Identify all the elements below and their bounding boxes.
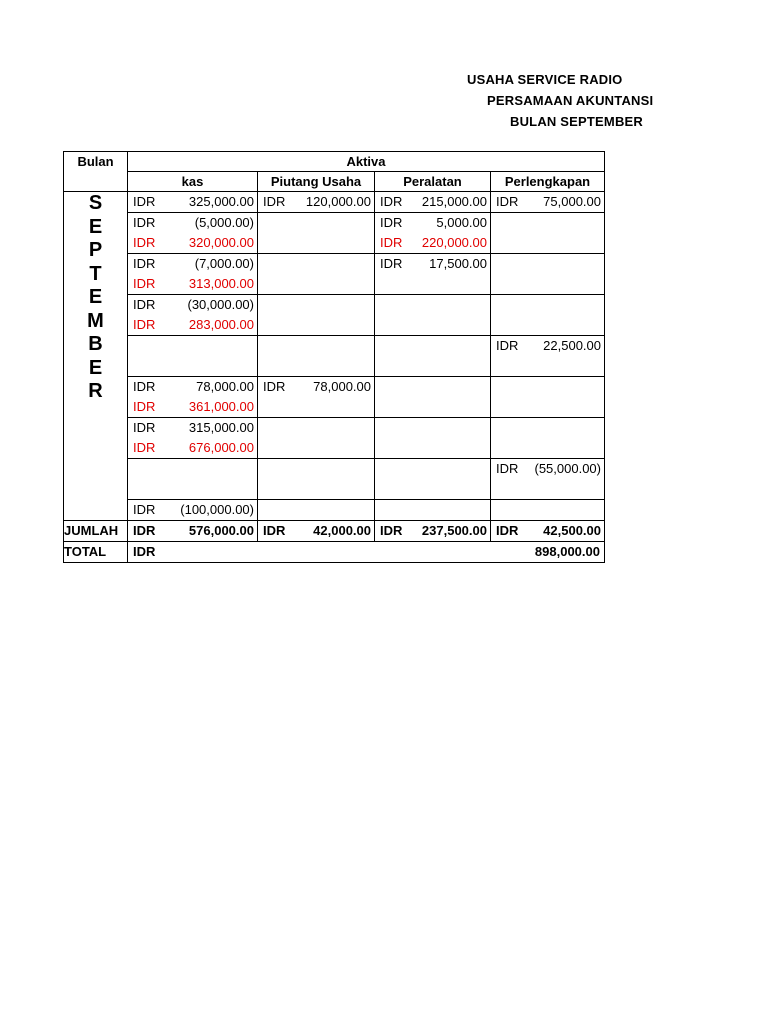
peralatan-cell [375, 377, 491, 418]
amount-line [375, 254, 490, 274]
currency-label: IDR [496, 338, 519, 353]
currency-label: IDR [133, 215, 156, 230]
amount-value: 42,000.00 [313, 523, 371, 538]
piutang-cell [258, 500, 375, 521]
bulan-header: Bulan [64, 152, 128, 192]
amount-value: 315,000.00 [188, 420, 254, 435]
piutang-cell [258, 192, 375, 213]
piutang-cell [258, 213, 375, 254]
amount-line [491, 521, 604, 541]
amount-line [128, 295, 257, 315]
amount-line [128, 438, 257, 458]
piutang-cell [258, 377, 375, 418]
amount-value: (100,000.00) [180, 502, 254, 517]
perlengkapan-cell [491, 192, 605, 213]
currency-label: IDR [133, 379, 156, 394]
amount-value: 576,000.00 [188, 523, 254, 538]
amount-value: 361,000.00 [188, 399, 254, 414]
amount-value: (30,000.00) [187, 297, 254, 312]
table-row [64, 418, 605, 459]
amount-line [128, 254, 257, 274]
amount-line [491, 459, 604, 479]
amount-line [375, 521, 490, 541]
amount-line [128, 213, 257, 233]
peralatan-cell [375, 213, 491, 254]
amount-value: 676,000.00 [188, 440, 254, 455]
currency-label: IDR [133, 399, 156, 414]
peralatan-cell [375, 336, 491, 377]
month-label [64, 192, 128, 521]
company-title: USAHA SERVICE RADIO [467, 72, 623, 87]
kas-cell [128, 459, 258, 500]
amount-value: (55,000.00) [534, 461, 601, 476]
peralatan-cell [375, 418, 491, 459]
amount-value: 75,000.00 [543, 194, 601, 209]
total-label: TOTAL [64, 542, 128, 563]
amount-line [128, 274, 257, 294]
amount-line [128, 233, 257, 253]
peralatan-total-cell [375, 521, 491, 542]
header-row-group [64, 152, 605, 172]
currency-label: IDR [496, 523, 519, 538]
perlengkapan-cell [491, 377, 605, 418]
table-row [64, 500, 605, 521]
currency-label: IDR [133, 420, 156, 435]
grand-total-value: 898,000.00 [534, 544, 600, 559]
amount-line [128, 377, 257, 397]
kas-cell [128, 254, 258, 295]
peralatan-cell [375, 459, 491, 500]
currency-label: IDR [380, 215, 403, 230]
amount-line [258, 377, 374, 397]
table-row [64, 254, 605, 295]
column-header: Perlengkapan [491, 172, 605, 192]
currency-label: IDR [263, 194, 286, 209]
currency-label: IDR [496, 194, 519, 209]
aktiva-header: Aktiva [128, 152, 605, 172]
accounting-equation-table [63, 151, 605, 563]
currency-label: IDR [133, 256, 156, 271]
amount-value: 237,500.00 [421, 523, 487, 538]
currency-label: IDR [133, 297, 156, 312]
kas-total-cell [128, 521, 258, 542]
month-letter: E [88, 215, 103, 238]
table-row [64, 295, 605, 336]
kas-cell [128, 377, 258, 418]
period-title: BULAN SEPTEMBER [510, 114, 644, 129]
piutang-total-cell [258, 521, 375, 542]
amount-value: (5,000.00) [194, 215, 254, 230]
perlengkapan-cell [491, 500, 605, 521]
kas-cell [128, 336, 258, 377]
total-row [64, 542, 605, 563]
perlengkapan-cell [491, 336, 605, 377]
currency-label: IDR [133, 235, 156, 250]
currency-label: IDR [133, 523, 156, 538]
perlengkapan-cell [491, 254, 605, 295]
month-letter: E [88, 286, 103, 308]
currency-label: IDR [263, 379, 286, 394]
amount-value: 283,000.00 [188, 317, 254, 332]
piutang-cell [258, 254, 375, 295]
currency-label: IDR [133, 194, 156, 209]
table-row [64, 213, 605, 254]
table-row [64, 377, 605, 418]
table-row [64, 336, 605, 377]
amount-value: 22,500.00 [543, 338, 601, 353]
currency-label: IDR [263, 523, 286, 538]
perlengkapan-cell [491, 213, 605, 254]
amount-line [258, 192, 374, 212]
amount-value: 215,000.00 [421, 194, 487, 209]
amount-value: 325,000.00 [188, 194, 254, 209]
amount-line [491, 192, 604, 212]
amount-value: 313,000.00 [188, 276, 254, 291]
amount-value: 17,500.00 [429, 256, 487, 271]
month-letter: P [88, 239, 103, 261]
month-letter: E [88, 356, 103, 379]
kas-cell [128, 418, 258, 459]
amount-value: 320,000.00 [188, 235, 254, 250]
currency-label: IDR [380, 523, 403, 538]
perlengkapan-cell [491, 459, 605, 500]
amount-value: 42,500.00 [543, 523, 601, 538]
amount-value: 5,000.00 [436, 215, 487, 230]
column-header: Piutang Usaha [258, 172, 375, 192]
peralatan-cell [375, 254, 491, 295]
amount-line [128, 315, 257, 335]
currency-label: IDR [133, 544, 156, 559]
amount-line [375, 213, 490, 233]
piutang-cell [258, 459, 375, 500]
report-titles [0, 0, 654, 140]
amount-value: 220,000.00 [421, 235, 487, 250]
perlengkapan-cell [491, 295, 605, 336]
amount-line [491, 336, 604, 356]
piutang-cell [258, 336, 375, 377]
amount-line [258, 521, 374, 541]
kas-cell [128, 295, 258, 336]
amount-line [128, 192, 257, 212]
table-row [64, 192, 605, 213]
currency-label: IDR [133, 440, 156, 455]
month-letter: R [88, 380, 103, 402]
currency-label: IDR [133, 317, 156, 332]
amount-line [128, 521, 257, 541]
amount-value: 78,000.00 [196, 379, 254, 394]
peralatan-cell [375, 192, 491, 213]
amount-value: (7,000.00) [194, 256, 254, 271]
month-letter: T [89, 262, 102, 285]
month-letter: B [88, 333, 103, 355]
piutang-cell [258, 418, 375, 459]
amount-line [375, 233, 490, 253]
peralatan-cell [375, 295, 491, 336]
column-header: kas [128, 172, 258, 192]
jumlah-row [64, 521, 605, 542]
piutang-cell [258, 295, 375, 336]
grand-total-cell [128, 542, 605, 563]
report-title: PERSAMAAN AKUNTANSI [487, 93, 654, 108]
table-row [64, 459, 605, 500]
column-header: Peralatan [375, 172, 491, 192]
currency-label: IDR [133, 502, 156, 517]
currency-label: IDR [380, 235, 403, 250]
perlengkapan-cell [491, 418, 605, 459]
month-letters [64, 192, 127, 404]
currency-label: IDR [133, 276, 156, 291]
jumlah-label: JUMLAH [64, 521, 128, 542]
currency-label: IDR [380, 194, 403, 209]
month-letter: M [87, 309, 104, 332]
amount-value: 78,000.00 [313, 379, 371, 394]
amount-line [128, 418, 257, 438]
currency-label: IDR [496, 461, 519, 476]
amount-line [375, 192, 490, 212]
kas-cell [128, 213, 258, 254]
amount-line [128, 397, 257, 417]
header-row-columns [64, 172, 605, 192]
amount-line [128, 500, 257, 520]
currency-label: IDR [380, 256, 403, 271]
amount-line [128, 542, 604, 562]
month-letter: S [88, 192, 103, 214]
peralatan-cell [375, 500, 491, 521]
perlengkapan-total-cell [491, 521, 605, 542]
amount-value: 120,000.00 [305, 194, 371, 209]
kas-cell [128, 500, 258, 521]
kas-cell [128, 192, 258, 213]
